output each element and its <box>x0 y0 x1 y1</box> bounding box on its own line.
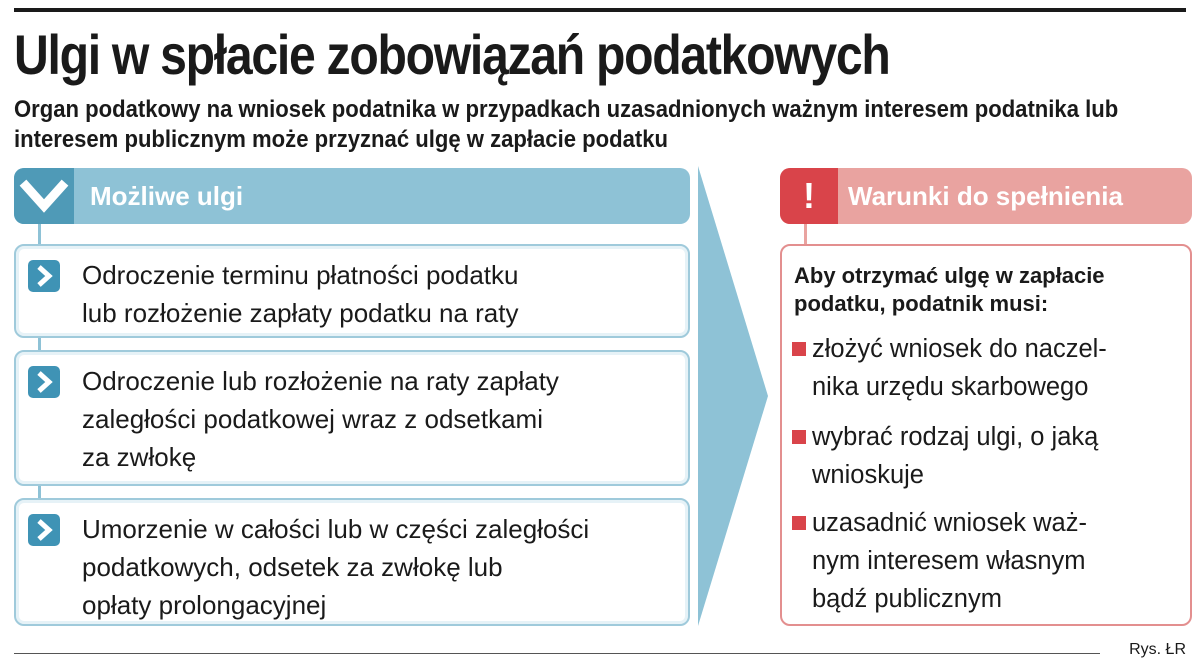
connector-line <box>38 486 41 498</box>
bullet-square-icon <box>792 342 806 356</box>
relief-item-1 <box>14 244 690 338</box>
possible-reliefs-header <box>14 168 690 224</box>
exclamation-icon: ! <box>780 168 838 224</box>
connector-line <box>38 224 41 244</box>
conditions-box <box>780 244 1192 626</box>
chevron-right-icon <box>28 260 60 292</box>
possible-reliefs-label: Możliwe ulgi <box>90 181 244 211</box>
condition-text: złożyć wniosek do naczel- nika urzędu skarbowego <box>812 335 1107 401</box>
top-rule <box>14 8 1186 12</box>
bullet-square-icon <box>792 430 806 444</box>
connector-line <box>38 338 41 350</box>
relief-item-2 <box>14 350 690 486</box>
condition-text: uzasadnić wniosek waż- nym interesem własnym bądź publicznym <box>812 509 1087 613</box>
infographic-subtitle: Organ podatkowy na wniosek podatnika w przypadkach uzasadnionych ważnym interesem podatnika lub interesem publicznym może przyznać ulgę w zapłacie podatku <box>14 96 1119 153</box>
bottom-rule <box>14 653 1100 654</box>
conditions-label: Warunki do spełnienia <box>848 181 1123 211</box>
bullet-square-icon <box>792 516 806 530</box>
flow-arrow-icon <box>698 166 772 626</box>
relief-item-3 <box>14 498 690 626</box>
connector-line <box>804 224 807 246</box>
conditions-lead: Aby otrzymać ulgę w zapłacie podatku, podatnik musi: <box>794 263 1105 316</box>
condition-text: wybrać rodzaj ulgi, o jaką wnioskuje <box>812 423 1099 489</box>
credit-text: Rys. ŁR <box>1129 641 1186 658</box>
relief-item-text: Odroczenie lub rozłożenie na raty zapłaty zaległości podatkowej wraz z odsetkami za zwłokę <box>82 366 559 472</box>
conditions-header <box>780 168 1192 224</box>
relief-item-text: Umorzenie w całości lub w części zaległości podatkowych, odsetek za zwłokę lub opłaty prolongacyjnej <box>82 514 590 620</box>
infographic-title: Ulgi w spłacie zobowiązań podatkowych <box>14 23 890 86</box>
relief-item-text: Odroczenie terminu płatności podatku lub rozłożenie zapłaty podatku na raty <box>82 260 519 328</box>
checkmark-chevron-icon <box>14 168 74 224</box>
chevron-right-icon <box>28 366 60 398</box>
chevron-right-icon <box>28 514 60 546</box>
